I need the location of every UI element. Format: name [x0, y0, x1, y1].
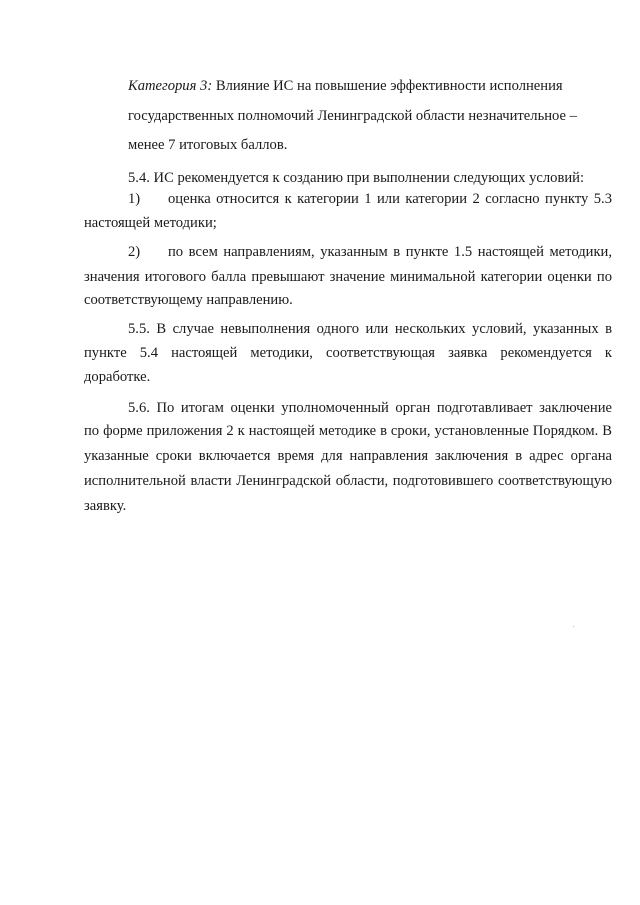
item-2-line-2: значения итогового балла превышают значение минимальной категории оценки по	[84, 269, 612, 285]
category3-text-1: Влияние ИС на повышение эффективности исполнения	[215, 78, 563, 94]
paragraph-5-6-line-3: указанные сроки включается время для направления заключения в адрес органа	[84, 448, 612, 464]
scan-speck	[573, 626, 574, 627]
paragraph-5-6-line-5: заявку.	[84, 498, 127, 514]
item-2-line-3: соответствующему направлению.	[84, 292, 293, 308]
item-2-text: по всем направлениям, указанным в пункте 1.5 настоящей методики,	[168, 244, 612, 260]
category3-line-3: менее 7 итоговых баллов.	[128, 137, 288, 153]
paragraph-5-4: 5.4. ИС рекомендуется к созданию при выполнении следующих условий:	[128, 170, 585, 186]
item-1-line-2: настоящей методики;	[84, 215, 217, 231]
category3-label: Категория 3:	[128, 78, 213, 94]
paragraph-5-5-line-1: 5.5. В случае невыполнения одного или нескольких условий, указанных в	[128, 321, 612, 337]
item-1-line-1	[128, 189, 612, 209]
paragraph-5-6-line-2: по форме приложения 2 к настоящей методике в сроки, установленные Порядком. В	[84, 423, 612, 439]
category3-line-2: государственных полномочий Ленинградской области незначительное –	[128, 108, 577, 124]
item-1-text: оценка относится к категории 1 или категории 2 согласно пункту 5.3	[168, 191, 612, 207]
paragraph-5-6-line-1: 5.6. По итогам оценки уполномоченный орган подготавливает заключение	[128, 400, 612, 416]
paragraph-5-5-line-3: доработке.	[84, 369, 151, 385]
item-1-number: 1)	[128, 191, 141, 207]
paragraph-5-6-line-4: исполнительной власти Ленинградской области, подготовившего соответствующую	[84, 473, 612, 489]
category3-line-1	[128, 76, 563, 96]
item-2-line-1	[128, 242, 612, 262]
item-2-number: 2)	[128, 244, 141, 260]
paragraph-5-5-line-2: пункте 5.4 настоящей методики, соответствующая заявка рекомендуется к	[84, 345, 612, 361]
